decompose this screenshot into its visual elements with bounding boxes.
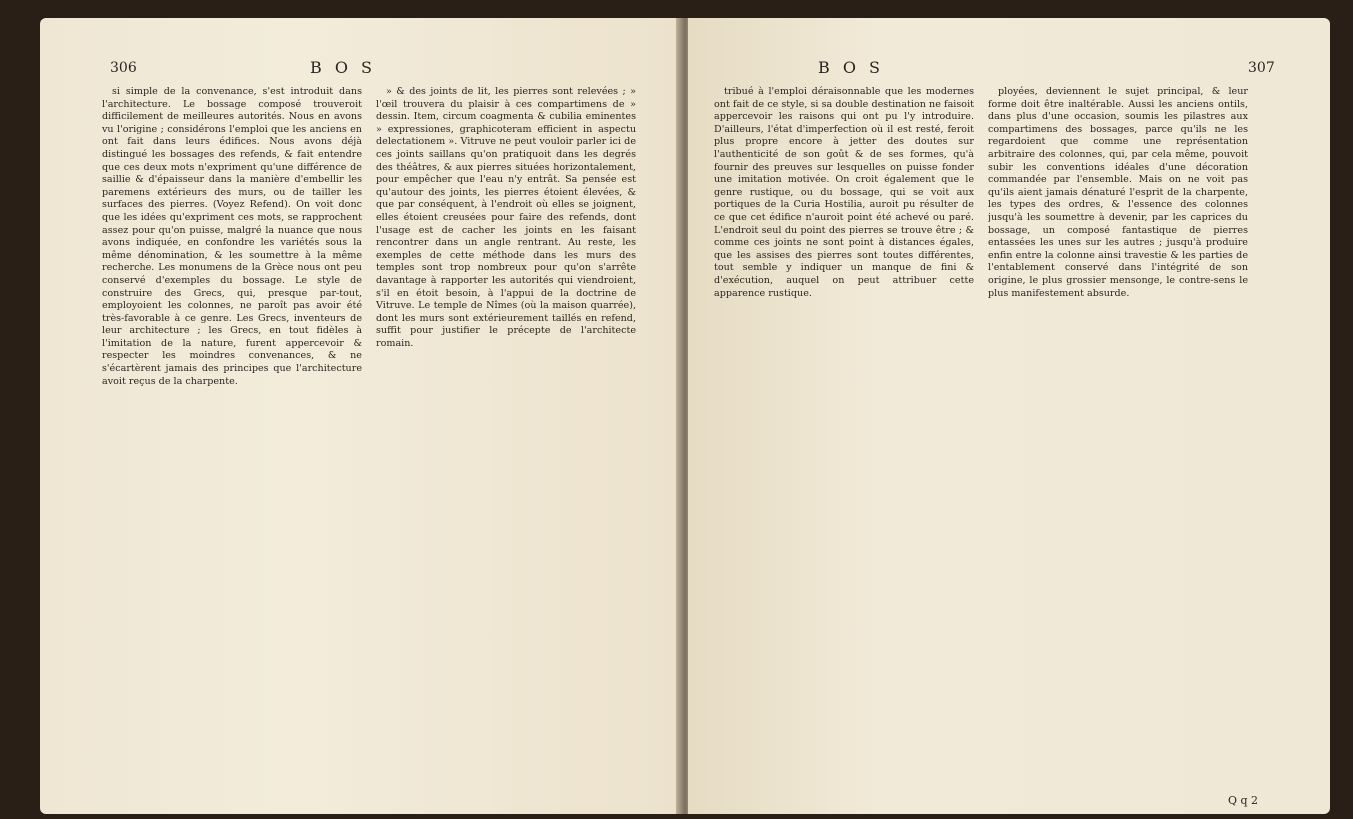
right-page	[688, 18, 1330, 814]
paragraph: » & des joints de lit, les pierres sont relevées ; » l'œil trouvera du plaisir à ces compartimens de » dessin. Item, circum coagmenta & cubilia eminentes » expressiones, graphicoteram efficient in aspectu delectationem ». Vitruve ne peut vouloir parler ici de ces joints saillans qu'on pratiquoit dans les degrés des théâtres, & aux pierres situées horizontalement, pour empêcher que l'eau n'y entrât. Sa pensée est qu'autour des joints, les pierres étoient élevées, & que par conséquent, à l'endroit où elles se joignent, elles étoient creusées pour faire des refends, dont l'usage est de cacher les joints en les faisant rencontrer dans un angle rentrant. Au reste, les exemples de cette méthode dans les murs des temples sont trop nombreux pour qu'on s'arrête davantage à rapporter les autorités qui viendroient, s'il en étoit besoin, à l'appui de la doctrine de Vitruve. Le temple de Nîmes (où la maison quarrée), dont les murs sont extérieurement taillés en refend, suffit pour justifier le précepte de l'architecte romain.	[376, 86, 636, 349]
page-number: 307	[1248, 60, 1275, 76]
left-page	[40, 18, 682, 814]
paragraph: si simple de la convenance, s'est introduit dans l'architecture. Le bossage composé trouveroit difficilement de meilleures autorités. Nous en avons vu l'origine ; considérons l'emploi que les anciens en ont fait dans leurs édifices. Nous avons déjà distingué les bossages des refends, & fait entendre que ces deux mots n'expriment qu'une différence de saillie & d'épaisseur dans la manière d'embellir les paremens extérieurs des murs, ou de tailler les surfaces des pierres. (Voyez Refend). On voit donc que les idées qu'expriment ces mots, se rapprochent assez pour qu'on puisse, malgré la nuance que nous avons indiquée, en confondre les variétés sous la même dénomination, & les soumettre à la même recherche. Les monumens de la Grèce nous ont peu conservé d'exemples du bossage. Le style de construire des Grecs, qui, presque par-tout, employoient les colonnes, ne paroît pas avoir été très-favorable à ce genre. Les Grecs, inventeurs de leur architecture ; les Grecs, en tout fidèles à l'imitation de la nature, furent appercevoir & respecter les moindres convenances, & ne s'écartèrent jamais des principes que l'architecture avoit reçus de la charpente.	[102, 86, 362, 387]
running-head: B O S	[818, 58, 885, 77]
signature-mark: Q q 2	[1228, 794, 1259, 807]
open-book	[40, 18, 1330, 814]
paragraph: tribué à l'emploi déraisonnable que les modernes ont fait de ce style, si sa double destination ne faisoit appercevoir les raisons qui ont pu l'y introduire. D'ailleurs, l'état d'imperfection où il est resté, feroit plus propre encore à jetter des doutes sur l'authenticité de son goût & de ses formes, qu'à fournir des preuves sur lesquelles on puisse fonder une imitation motivée. On croit également que le genre rustique, ou du bossage, qui se voit aux portiques de la Curia Hostilia, auroit pu résulter de ce que cet édifice n'auroit point été achevé ou paré. L'endroit seul du point des pierres se trouve être ; & comme ces joints ne sont point à distances égales, que les assises des pierres sont toutes différentes, tout semble y indiquer un manque de fini & d'exécution, auquel on peut attribuer cette apparence rustique.	[714, 86, 974, 299]
text-column	[988, 86, 1248, 786]
running-head: B O S	[310, 58, 377, 77]
text-column	[102, 86, 362, 786]
text-column	[376, 86, 636, 786]
paragraph: ployées, deviennent le sujet principal, & leur forme doit être inaltérable. Aussi les anciens ontils, dans plus d'une occasion, soumis les pilastres aux compartimens des bossages, parce qu'ils ne les regardoient que comme une représentation arbitraire des colonnes, qui, par cela même, pouvoit subir les conventions idéales d'une décoration commandée par l'ensemble. Mais on ne voit pas qu'ils aient jamais dénaturé l'esprit de la charpente, les types des ordres, & l'essence des colonnes jusqu'à les soumettre à devenir, par les caprices du bossage, un composé fantastique de pierres entassées les unes sur les autres ; jusqu'à produire enfin entre la colonne ainsi travestie & les parties de l'entablement conservé dans l'intégrité de son origine, le plus grossier mensonge, le contre-sens le plus manifestement absurde.	[988, 86, 1248, 299]
text-column	[714, 86, 974, 786]
page-number: 306	[110, 60, 137, 76]
